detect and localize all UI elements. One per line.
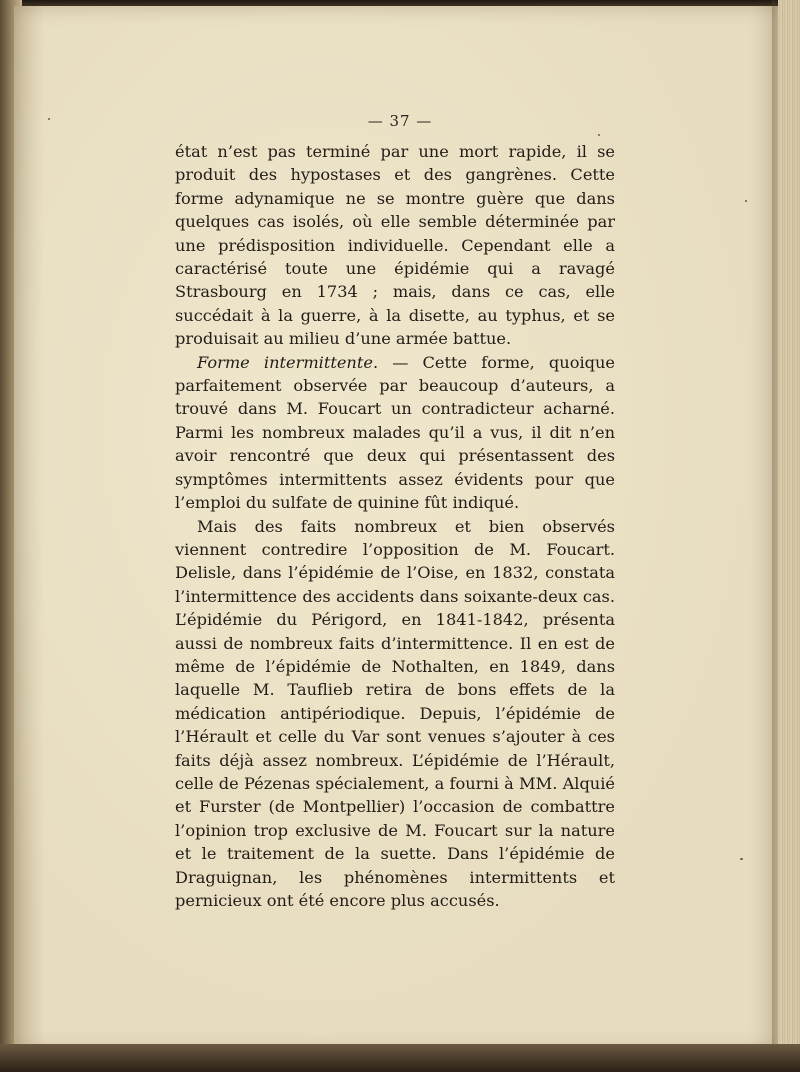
paragraph-1: état n’est pas terminé par une mort rapide, il se produit des hypostases et des gangrènes. Cette forme adynamique ne se montre guère que dans quelques cas isolés, où elle semble déterminée par une prédisposition individuelle. Cependant elle a caractérisé toute une épidémie qui a ravagé Strasbourg en 1734 ; mais, dans ce cas, elle succédait à la guerre, à la disette, au typhus, et se produisait au milieu d’une armée battue. xyxy=(175,142,615,349)
paper-speck xyxy=(740,858,743,860)
paper-speck xyxy=(745,200,747,202)
scan-bottom-edge xyxy=(0,1044,800,1072)
paragraph-2-text: — Cette forme, quoique parfaitement observée par beaucoup d’auteurs, a trouvé dans M. Foucart un contradicteur acharné. Parmi les nombreux malades qu’il a vus, il dit n’en avoir rencontré que deux qui présentassent des symptômes intermittents assez évidents pour que l’emploi du sulfate de quinine fût indiqué. xyxy=(175,352,615,513)
paragraph-2 xyxy=(175,351,615,515)
paper-speck xyxy=(598,134,600,136)
page-stack-edge xyxy=(778,0,800,1072)
paper-speck xyxy=(48,118,50,120)
paragraph-3: Mais des faits nombreux et bien observés viennent contredire l’opposition de M. Foucart. Delisle, dans l’épidémie de l’Oise, en 1832, constata l’intermittence des accidents dans soixante-deux cas. L’épidémie du Périgord, en 1841-1842, présenta aussi de nombreux faits d’intermittence. Il en est de même de l’épidémie de Nothalten, en 1849, dans laquelle M. Tauflieb retira de bons effets de la médication antipériodique. Depuis, l’épidémie de l’Hérault et celle du Var sont venues s’ajouter à ces faits déjà assez nombreux. L’épidémie de l’Hérault, celle de Pézenas spécialement, a fourni à MM. Alquié et Furster (de Montpellier) l’occasion de combattre l’opinion trop exclusive de M. Foucart sur la nature et le traitement de la suette. Dans l’épidémie de Draguignan, les phénomènes intermittents et pernicieux ont été encore plus accusés. xyxy=(175,516,615,910)
body-text xyxy=(175,140,615,912)
page-number: — 37 — xyxy=(367,112,433,130)
section-title-forme-intermittente: Forme intermittente. xyxy=(197,352,379,372)
